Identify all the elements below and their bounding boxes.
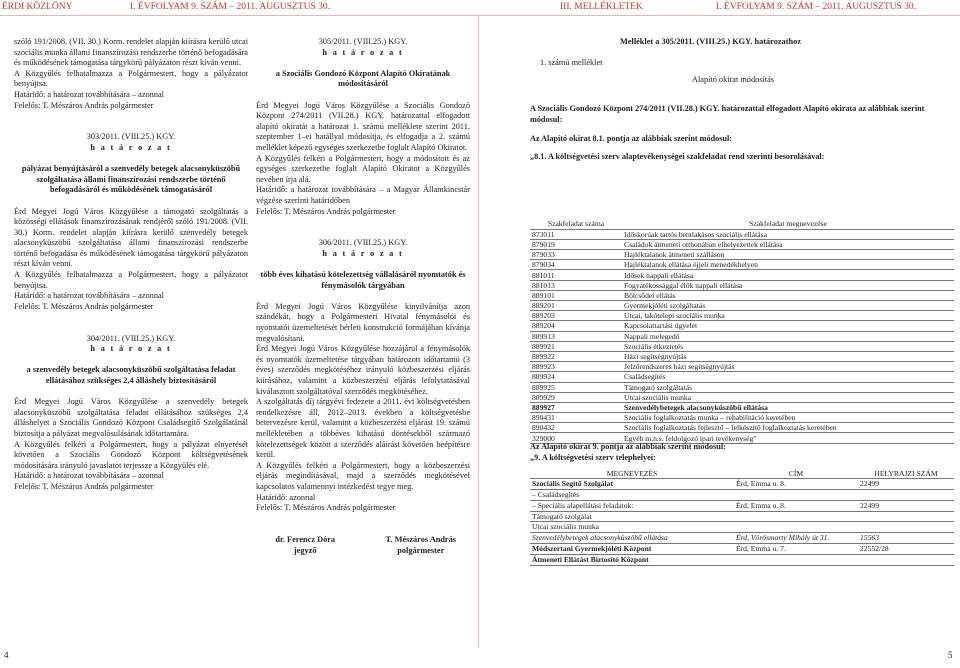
activity-code: 889203 xyxy=(530,311,622,321)
table-row xyxy=(530,229,954,239)
annex-heading: Melléklet a 305/2011. (VIII.25.) KGY. határozathoz xyxy=(620,37,801,46)
activity-code: 889922 xyxy=(530,351,622,361)
journal-title: ÉRDI KÖZLÖNY xyxy=(2,2,73,12)
activity-code: 881013 xyxy=(530,280,622,290)
resolution-304-responsible: Felelős: T. Mészáros András polgármester xyxy=(14,481,154,491)
site-name: Támogató szolgálat xyxy=(530,511,734,522)
right-issue: I. ÉVFOLYAM 9. SZÁM – 2011. AUGUSZTUS 30. xyxy=(716,2,917,12)
table-row xyxy=(530,423,954,433)
table-row xyxy=(530,250,954,260)
activity-name: Családsegítés xyxy=(622,372,954,382)
resolution-303-responsible: Felelős: T. Mészáros András polgármester xyxy=(14,301,154,311)
table-row xyxy=(530,290,954,300)
table-row xyxy=(530,500,954,511)
resolution-306-body-1: Érd Megyei Jogú Város Közgyűlése kinyilvánítja azon szándékát, hogy a Polgármesteri Hivatal fénymásolói és nyomtatói üzemeltetését bérleti konstrukció formájában kívánja megvalósítani. xyxy=(256,301,470,343)
activity-name: Utcai, lakótelepi szociális munka xyxy=(622,311,954,321)
site-address: Érd, Emma u. 7. xyxy=(734,544,858,555)
table-row xyxy=(530,331,954,341)
resolution-306-title: több éves kihatású kötelezettség vállalásáról nyomtatók és fénymásolók tárgyában xyxy=(260,270,466,290)
point-8-1-quote: „8.1. A költségvetési szerv alaptevékenységei szakfeladat rend szerinti besorolásával: xyxy=(530,152,825,162)
activity-name: Nappali melegedő xyxy=(622,331,954,341)
column-2 xyxy=(256,37,470,556)
resolution-305-body-1: Érd Megyei Jogú Város Közgyűlése a Szociális Gondozó Központ 274/2011 (VII.28.) KGY. határozattal elfogadott alapító okiratát a határozat 1. számú melléklete szerint 2011. szeptember 1–ei hatállyal módosítja, és elfogadja a 2. számú melléklet képező egységes szerkezetbe foglalt Alapító Okiratot. xyxy=(256,100,470,152)
activity-code: 889923 xyxy=(530,362,622,372)
signatory-1-name: dr. Ferencz Dóra xyxy=(275,534,336,544)
table-row xyxy=(530,522,954,533)
activity-name: Házi segítségnyújtás xyxy=(622,351,954,361)
table-row xyxy=(530,280,954,290)
site-parcel: 15563 xyxy=(858,533,954,544)
col-header-code: Szakfeladat száma xyxy=(530,219,622,229)
signatures xyxy=(256,535,470,556)
resolution-305-body-2: A Közgyűlés felkéri a Polgármestert, hogy a módosított és az egységes szerkezetbe foglalt Alapító Okiratot a Közgyűlés nevében írja alá. xyxy=(256,153,470,184)
site-name: Átmeneti Ellátást Biztosító Központ xyxy=(530,554,734,565)
site-name: Utcai szociális munka xyxy=(530,522,734,533)
activity-name: Gyermekjóléti szolgáltatás xyxy=(622,301,954,311)
page-header xyxy=(0,0,960,16)
activity-name: Családok átmeneti otthonában elhelyezettek ellátása xyxy=(622,239,954,249)
activity-code: 881011 xyxy=(530,270,622,280)
activity-code: 889927 xyxy=(530,402,622,412)
table-row xyxy=(530,544,954,555)
site-name: – Speciális alapellátási feladatok: xyxy=(530,500,734,511)
activity-name: Jelzőrendszeres házi segítségnyújtás xyxy=(622,362,954,372)
continuation-text: szóló 191/2008. (VII. 30.) Korm. rendelet alapján kiírásra kerülő utcai szociális munka állami finanszírozási rendszerbe történő befogadására és működésének támogatása tárgykörű pályázaton részt kíván venni. xyxy=(14,37,248,68)
activity-name: Idősek nappali ellátása xyxy=(622,270,954,280)
table-row xyxy=(530,533,954,544)
site-parcel: 22499 xyxy=(858,479,954,490)
site-name: Módszertani Gyermekjóléti Központ xyxy=(530,544,734,555)
table-row xyxy=(530,511,954,522)
resolution-304-body-2: A Közgyűlés felkéri a Polgármestert, hogy a pályázat elnyerését követően a Szociális Gondozó Központ költségvetésének módosítására irányuló javaslatot terjessze a Közgyűlés elé. xyxy=(14,439,248,470)
table-row xyxy=(530,372,954,382)
table-header xyxy=(530,468,954,479)
col-header-megnevezes: MEGNEVEZÉS xyxy=(530,468,734,479)
resolution-305-responsible: Felelős: T. Mészáros András polgármester xyxy=(256,206,396,216)
col-header-name: Szakfeladat megnevezése xyxy=(622,219,954,229)
resolution-305-number: 305/2011. (VIII.25.) KGY. xyxy=(318,37,408,46)
site-name: Szociális Segítő Szolgálat xyxy=(530,479,734,490)
resolution-303-body: Érd Megyei Jogú Város Közgyűlése a támogató szolgáltatás a közösségi ellátások finanszírozásának rendjéről szóló 191/2008. (VII. 30.) Korm. rendelet alapján kiírásra kerülő szenvedély betegek alacsonyküszöbű szolgáltatása állami finanszírozási rendszerbe történő befogadása és működésének támogatása tárgykörű pályázaton részt kíván venni. xyxy=(14,206,248,269)
site-name: Szenvedélybetegek alacsonyküszöbű ellátása xyxy=(530,533,734,544)
point-9-quote: „9. A költségvetési szerv telephelyei: xyxy=(530,452,656,462)
resolution-306-responsible: Felelős: T. Mészáros András polgármester xyxy=(256,503,396,513)
annex-intro xyxy=(530,96,954,171)
table-row xyxy=(530,260,954,270)
activity-name: Kapcsolattartási ügyelet xyxy=(622,321,954,331)
activity-code: 889204 xyxy=(530,321,622,331)
activity-code: 873011 xyxy=(530,229,622,239)
resolution-306-number: 306/2011. (VIII.25.) KGY. xyxy=(318,238,408,248)
annex-document-title: Alapító okirat módosítás xyxy=(691,75,775,84)
col-header-hrsz: HELYRAJZI SZÁM xyxy=(858,468,954,479)
table-row xyxy=(530,270,954,280)
activity-code: 879019 xyxy=(530,239,622,249)
activity-name: Utcai szociális munka xyxy=(622,392,954,402)
table-row xyxy=(530,341,954,351)
activity-code: 890431 xyxy=(530,413,622,423)
activity-code: 889201 xyxy=(530,301,622,311)
activity-name: Szenvedélybetegek alacsonyküszöbű ellátása xyxy=(622,402,954,412)
resolution-304-body-1: Érd Megyei Jogú Város Közgyűlése a szenvedély betegek alacsonyküszöbű szolgáltatása feladat ellátásához szükséges 2,4 álláshelyet a Szociális Gondozó Központ Családsegítő Szolgálatánál biztosítja a pályázat megvalósulásának időtartamára. xyxy=(14,397,248,438)
site-address: Érd, Emma u. 8. xyxy=(734,479,858,490)
resolution-305-label: h a t á r o z a t xyxy=(322,47,404,57)
resolution-304-label: h a t á r o z a t xyxy=(90,344,172,354)
signatory-2-role: polgármester xyxy=(397,545,445,555)
resolution-304-deadline: Határidő: a határozat továbbítására – azonnal xyxy=(14,471,164,481)
resolution-304-title: a szenvedély betegek alacsonyküszöbű szolgáltatása feladat ellátásához szükséges 2,4 álláshely biztosításáról xyxy=(26,365,236,385)
activity-code: 879034 xyxy=(530,260,622,270)
resolution-305-title: a Szociális Gondozó Központ Alapító Okiratának módosításáról xyxy=(275,68,451,89)
site-address: Érd, Vörösmarty Mihály út 31. xyxy=(734,533,858,544)
resolution-304-number: 304/2011. (VIII.25.) KGY. xyxy=(86,333,176,343)
table-row xyxy=(530,392,954,402)
column-1 xyxy=(14,37,248,493)
deadline: Határidő: a határozat továbbítására – azonnal xyxy=(14,89,164,99)
header-divider xyxy=(0,15,960,16)
resolution-303-auth: A Közgyűlés felhatalmazza a Polgármestert, hogy a pályázatot benyújtsa. xyxy=(14,270,248,290)
table-row xyxy=(530,413,954,423)
activity-code: 889101 xyxy=(530,290,622,300)
site-address: Érd, Emma u. 8. xyxy=(734,500,858,511)
resolution-306-deadline: Határidő: azonnal xyxy=(256,492,316,502)
activity-name: Hajléktalanok átmeneti szálláson xyxy=(622,250,954,260)
point-9 xyxy=(530,442,726,463)
activity-code: 889921 xyxy=(530,341,622,351)
site-parcel: 22499 xyxy=(858,500,954,511)
site-parcel xyxy=(858,554,954,565)
table-row xyxy=(530,362,954,372)
resolution-303-deadline: Határidő: a határozat továbbítására – azonnal xyxy=(14,291,164,301)
site-parcel xyxy=(858,522,954,533)
site-address xyxy=(734,490,858,501)
authorization: A Közgyűlés felhatalmazza a Polgármestert, hogy a pályázatot benyújtsa. xyxy=(14,68,248,89)
table-row xyxy=(530,490,954,501)
table-row xyxy=(530,402,954,412)
activity-code: 889929 xyxy=(530,392,622,402)
activity-name: Bölcsődei ellátás xyxy=(622,290,954,300)
activity-name: Hajléktalanok ellátása éjjeli menedékhelyen xyxy=(622,260,954,270)
activity-code: 329000 xyxy=(530,433,622,443)
table-row xyxy=(530,321,954,331)
activity-code: 879033 xyxy=(530,250,622,260)
signatory-1-role: jegyző xyxy=(293,545,317,555)
resolution-303-title: pályázat benyújtásáról a szenvedély betegek alacsonyküszöbű szolgáltatása állami finanszírozási rendszerbe történő befogadásáról és működésének támogatásáról xyxy=(21,164,241,195)
site-parcel: 22552/28 xyxy=(858,544,954,555)
left-issue: I. ÉVFOLYAM 9. SZÁM – 2011. AUGUSZTUS 30. xyxy=(130,2,331,12)
table-row xyxy=(530,301,954,311)
table-row xyxy=(530,311,954,321)
responsible: Felelős: T. Mészáros András polgármester xyxy=(14,100,154,110)
site-name: – Családsegítés xyxy=(530,490,734,501)
table-row xyxy=(530,554,954,565)
table-row xyxy=(530,382,954,392)
signatory-2-name: T. Mészáros András xyxy=(385,534,456,544)
resolution-305-deadline: Határidő: a határozat továbbítására – a Magyar Államkincstár végzése szerinti határidőben xyxy=(256,185,470,205)
resolution-306-body-2: Érd Megyei Jogú Város Közgyűlése hozzájárul a fénymásolók és nyomtatók üzemeltetése tárgyában határozott időtartamú (3 éves) szerződés megkötéséhez irányuló közbeszerzési eljárás kiírásához, valamint a közbeszerzési eljárás lefolytatásával kiválasztott szolgáltatóval szerződés megkötéséhez. xyxy=(256,344,470,396)
activity-name: Szociális foglalkoztatás munka – rehabilitáció keretében xyxy=(622,413,954,423)
col-header-cim: CÍM xyxy=(734,468,858,479)
table-row xyxy=(530,479,954,490)
page-number-left: 4 xyxy=(4,650,9,660)
resolution-306-body-4: A Közgyűlés felkéri a Polgármestert, hogy a közbeszerzési eljárás megindításával, majd a szerződés megkötésével kapcsolatos valamennyi intézkedést tegye meg. xyxy=(256,460,470,491)
page-gutter xyxy=(478,16,479,648)
activity-name: Időskorúak tartós bentlakásos szociális ellátása xyxy=(622,229,954,239)
activity-code: 889924 xyxy=(530,372,622,382)
resolution-306-body-3: A szolgáltatás díj tárgyévi fedezete a 2011. évi költségvetésben rendelkezésre áll, 2012–2013. években a költségvetésbe betervezésre kerül, valamint a közbeszerzési eljárást 19. számú mellékletében a többéves kihatású döntésekből származó kötelezettségek között a szerződés aláírást követően beépítésre kerül. xyxy=(256,397,470,460)
site-parcel xyxy=(858,511,954,522)
activity-code: 889913 xyxy=(530,331,622,341)
intro-text: A Szociális Gondozó Központ 274/2011 (VII.28.) KGY. határozattal elfogadott Alapító okirata az alábbiak szerint módosul: xyxy=(530,104,925,124)
point-9-text: Az Alapító okirat 9. pontja az alábbiak szerint módosul: xyxy=(530,442,726,451)
table-header xyxy=(530,219,954,229)
site-address xyxy=(734,554,858,565)
point-8-1: Az Alapító okirat 8.1. pontja az alábbiak szerint módosul: xyxy=(530,133,732,143)
activity-name: Egyéb m.n.s. feldolgozó ipari tevékenység” xyxy=(622,433,954,443)
activity-code: 889925 xyxy=(530,382,622,392)
resolution-303-number: 303/2011. (VIII.25.) KGY. xyxy=(86,132,176,142)
activity-name: Szociális foglalkoztatás fejlesztő – felkészítő foglalkoztatás keretében xyxy=(622,423,954,433)
activity-table xyxy=(530,219,954,444)
page-number-right: 5 xyxy=(948,650,953,660)
activity-code: 890432 xyxy=(530,423,622,433)
annex-1-label: 1. számú melléklet xyxy=(540,58,603,67)
activity-name: Szociális étkeztetés xyxy=(622,341,954,351)
section-title: III. MELLÉKLETEK xyxy=(560,2,643,12)
site-address xyxy=(734,522,858,533)
activity-name: Fogyatékossággal élők nappali ellátása xyxy=(622,280,954,290)
sites-table xyxy=(530,468,954,566)
site-parcel xyxy=(858,490,954,501)
activity-name: Támogató szolgáltatás xyxy=(622,382,954,392)
table-row xyxy=(530,351,954,361)
resolution-303-label: h a t á r o z a t xyxy=(90,142,172,152)
table-row xyxy=(530,239,954,249)
site-address xyxy=(734,511,858,522)
resolution-306-label: h a t á r o z a t xyxy=(322,248,404,258)
